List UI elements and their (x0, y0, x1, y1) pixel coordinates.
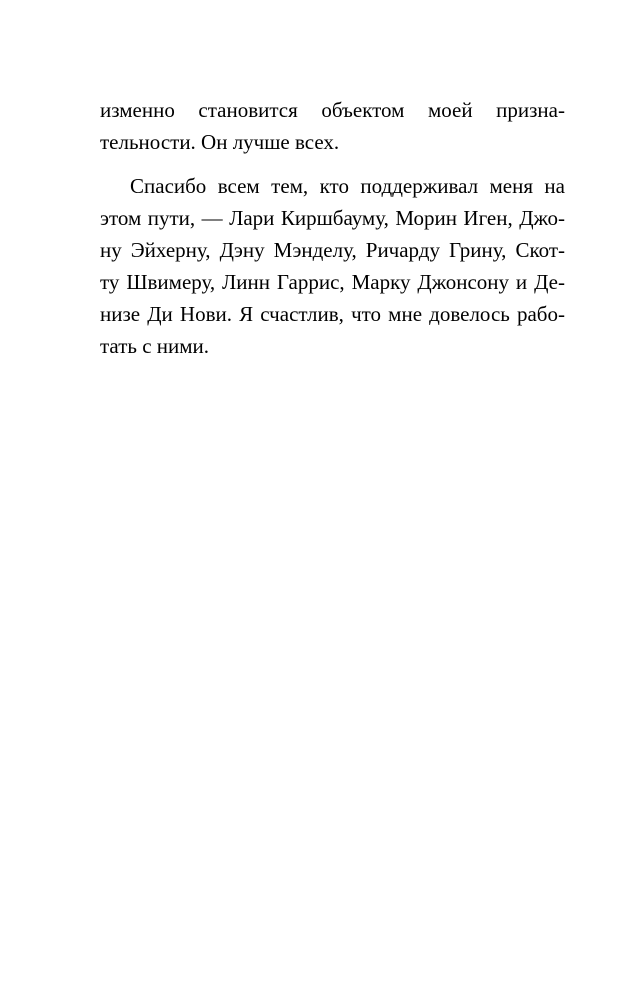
body-text (100, 94, 565, 362)
text-line: этом пути, — Лари Киршбауму, Морин Иген, Джо- (100, 206, 565, 230)
paragraph-2 (100, 170, 565, 362)
text-line: ну Эйхерну, Дэну Мэнделу, Ричарду Грину, Скот- (100, 238, 565, 262)
text-line: изменно становится объектом моей призна- (100, 98, 565, 122)
text-line: тельности. Он лучше всех. (100, 130, 340, 154)
paragraph-1 (100, 94, 565, 158)
text-line: тать с ними. (100, 334, 210, 358)
text-line: низе Ди Нови. Я счастлив, что мне довелось рабо- (100, 302, 565, 326)
text-line: ту Швимеру, Линн Гаррис, Марку Джонсону и Де- (100, 270, 565, 294)
text-line: Спасибо всем тем, кто поддерживал меня на (130, 174, 565, 198)
